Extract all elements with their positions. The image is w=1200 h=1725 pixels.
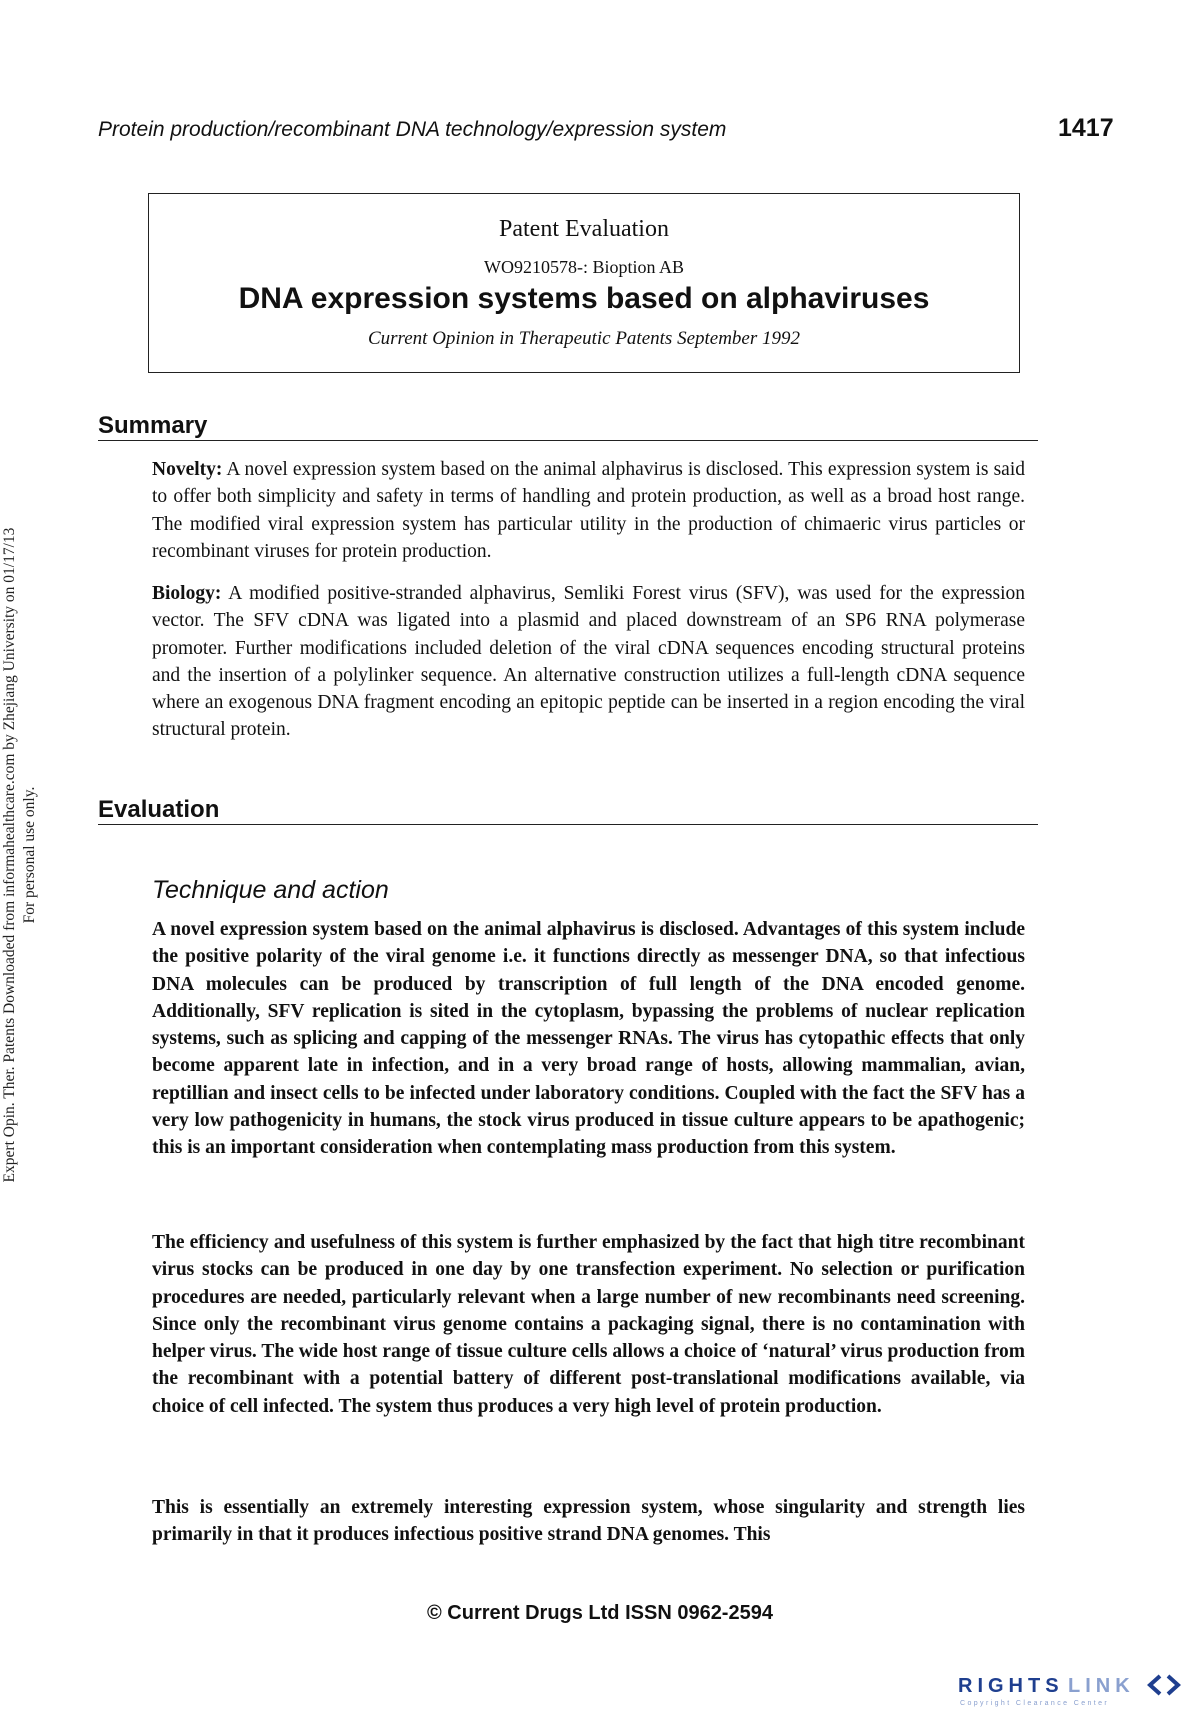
side-note-line-2: For personal use only. — [21, 786, 38, 924]
side-note-line-1: Expert Opin. Ther. Patents Downloaded from informahealthcare.com by Zhejiang University on 01/17/13 — [1, 527, 18, 1183]
summary-heading: Summary — [98, 412, 1038, 441]
rightslink-logo — [958, 1670, 1188, 1710]
page-number: 1417 — [1058, 114, 1114, 142]
patent-number: WO9210578-: Bioption AB — [483, 257, 684, 277]
logo-word-link: LINK — [1068, 1675, 1135, 1697]
patent-evaluation-label: Patent Evaluation — [499, 216, 669, 242]
evaluation-paragraph-2: The efficiency and usefulness of this system is further emphasized by the fact that high titre recombinant virus stocks can be produced in one day by one transfection experiment. No selection or purification procedures are needed, particularly relevant when a large number of new recombinants need screening. Since only the recombinant virus genome contains a packaging signal, there is no contamination with helper virus. The wide host range of tissue culture cells allows a choice of ‘natural’ virus production from the recombinant with a potential battery of different post-translational modifications available, via choice of cell infected. The system thus produces a very high level of protein production. — [152, 1232, 1025, 1417]
evaluation-heading: Evaluation — [98, 796, 1038, 825]
journal-citation: Current Opinion in Therapeutic Patents September 1992 — [367, 328, 801, 349]
evaluation-paragraph-3: This is essentially an extremely interesting expression system, whose singularity and strength lies primarily in that it produces infectious positive strand DNA genomes. This — [152, 1497, 1025, 1546]
logo-chevron-right-icon — [1168, 1676, 1178, 1694]
biology-text: A modified positive-stranded alphavirus, Semliki Forest virus (SFV), was used for the expression vector. The SFV cDNA was ligated into a plasmid and placed downstream of an SP6 RNA polymerase promoter. Further modifications included deletion of the viral cDNA sequences encoding structural proteins and the insertion of a polylinker sequence. An alternative construction utilizes a full-length cDNA sequence where an exogenous DNA fragment encoding an epitopic peptide can be inserted in a region encoding the viral structural protein. — [152, 583, 1025, 741]
novelty-text: A novel expression system based on the animal alphavirus is disclosed. This expression system is said to offer both simplicity and safety in terms of handling and protein production, as well as a broad host range. The modified viral expression system has particular utility in the production of chimaeric virus particles or recombinant viruses for protein production. — [152, 459, 1025, 562]
novelty-label: Novelty: — [152, 459, 223, 480]
running-head: Protein production/recombinant DNA technology/expression system — [98, 118, 727, 141]
biology-paragraph — [152, 580, 1025, 744]
side-download-note — [0, 495, 40, 1215]
biology-label: Biology: — [152, 583, 222, 604]
technique-subheading: Technique and action — [152, 876, 389, 904]
logo-word-rights: RIGHTS — [958, 1675, 1064, 1697]
evaluation-paragraph-1: A novel expression system based on the animal alphavirus is disclosed. Advantages of this system include the positive polarity of the viral genome i.e. it functions directly as messenger DNA, so that infectious DNA molecules can be produced by transcription of full length of the DNA encoded genome. Additionally, SFV replication is sited in the cytoplasm, bypassing the problems of nuclear replication systems, such as splicing and capping of the messenger RNAs. The virus has cytopathic effects that only become apparent late in infection, and in a very broad range of hosts, allowing mammalian, avian, reptillian and insect cells to be infected under laboratory conditions. Coupled with the fact the SFV has a very low pathogenicity in humans, the stock virus produced in tissue culture appears to be apathogenic; this is an important consideration when contemplating mass production from this system. — [152, 919, 1025, 1159]
title-box — [148, 193, 1020, 373]
logo-chevron-left-icon — [1150, 1676, 1160, 1694]
novelty-paragraph — [152, 456, 1025, 565]
copyright-line: © Current Drugs Ltd ISSN 0962-2594 — [427, 1602, 773, 1624]
logo-tagline: Copyright Clearance Center — [960, 1700, 1110, 1707]
document-title: DNA expression systems based on alphaviruses — [238, 282, 930, 315]
